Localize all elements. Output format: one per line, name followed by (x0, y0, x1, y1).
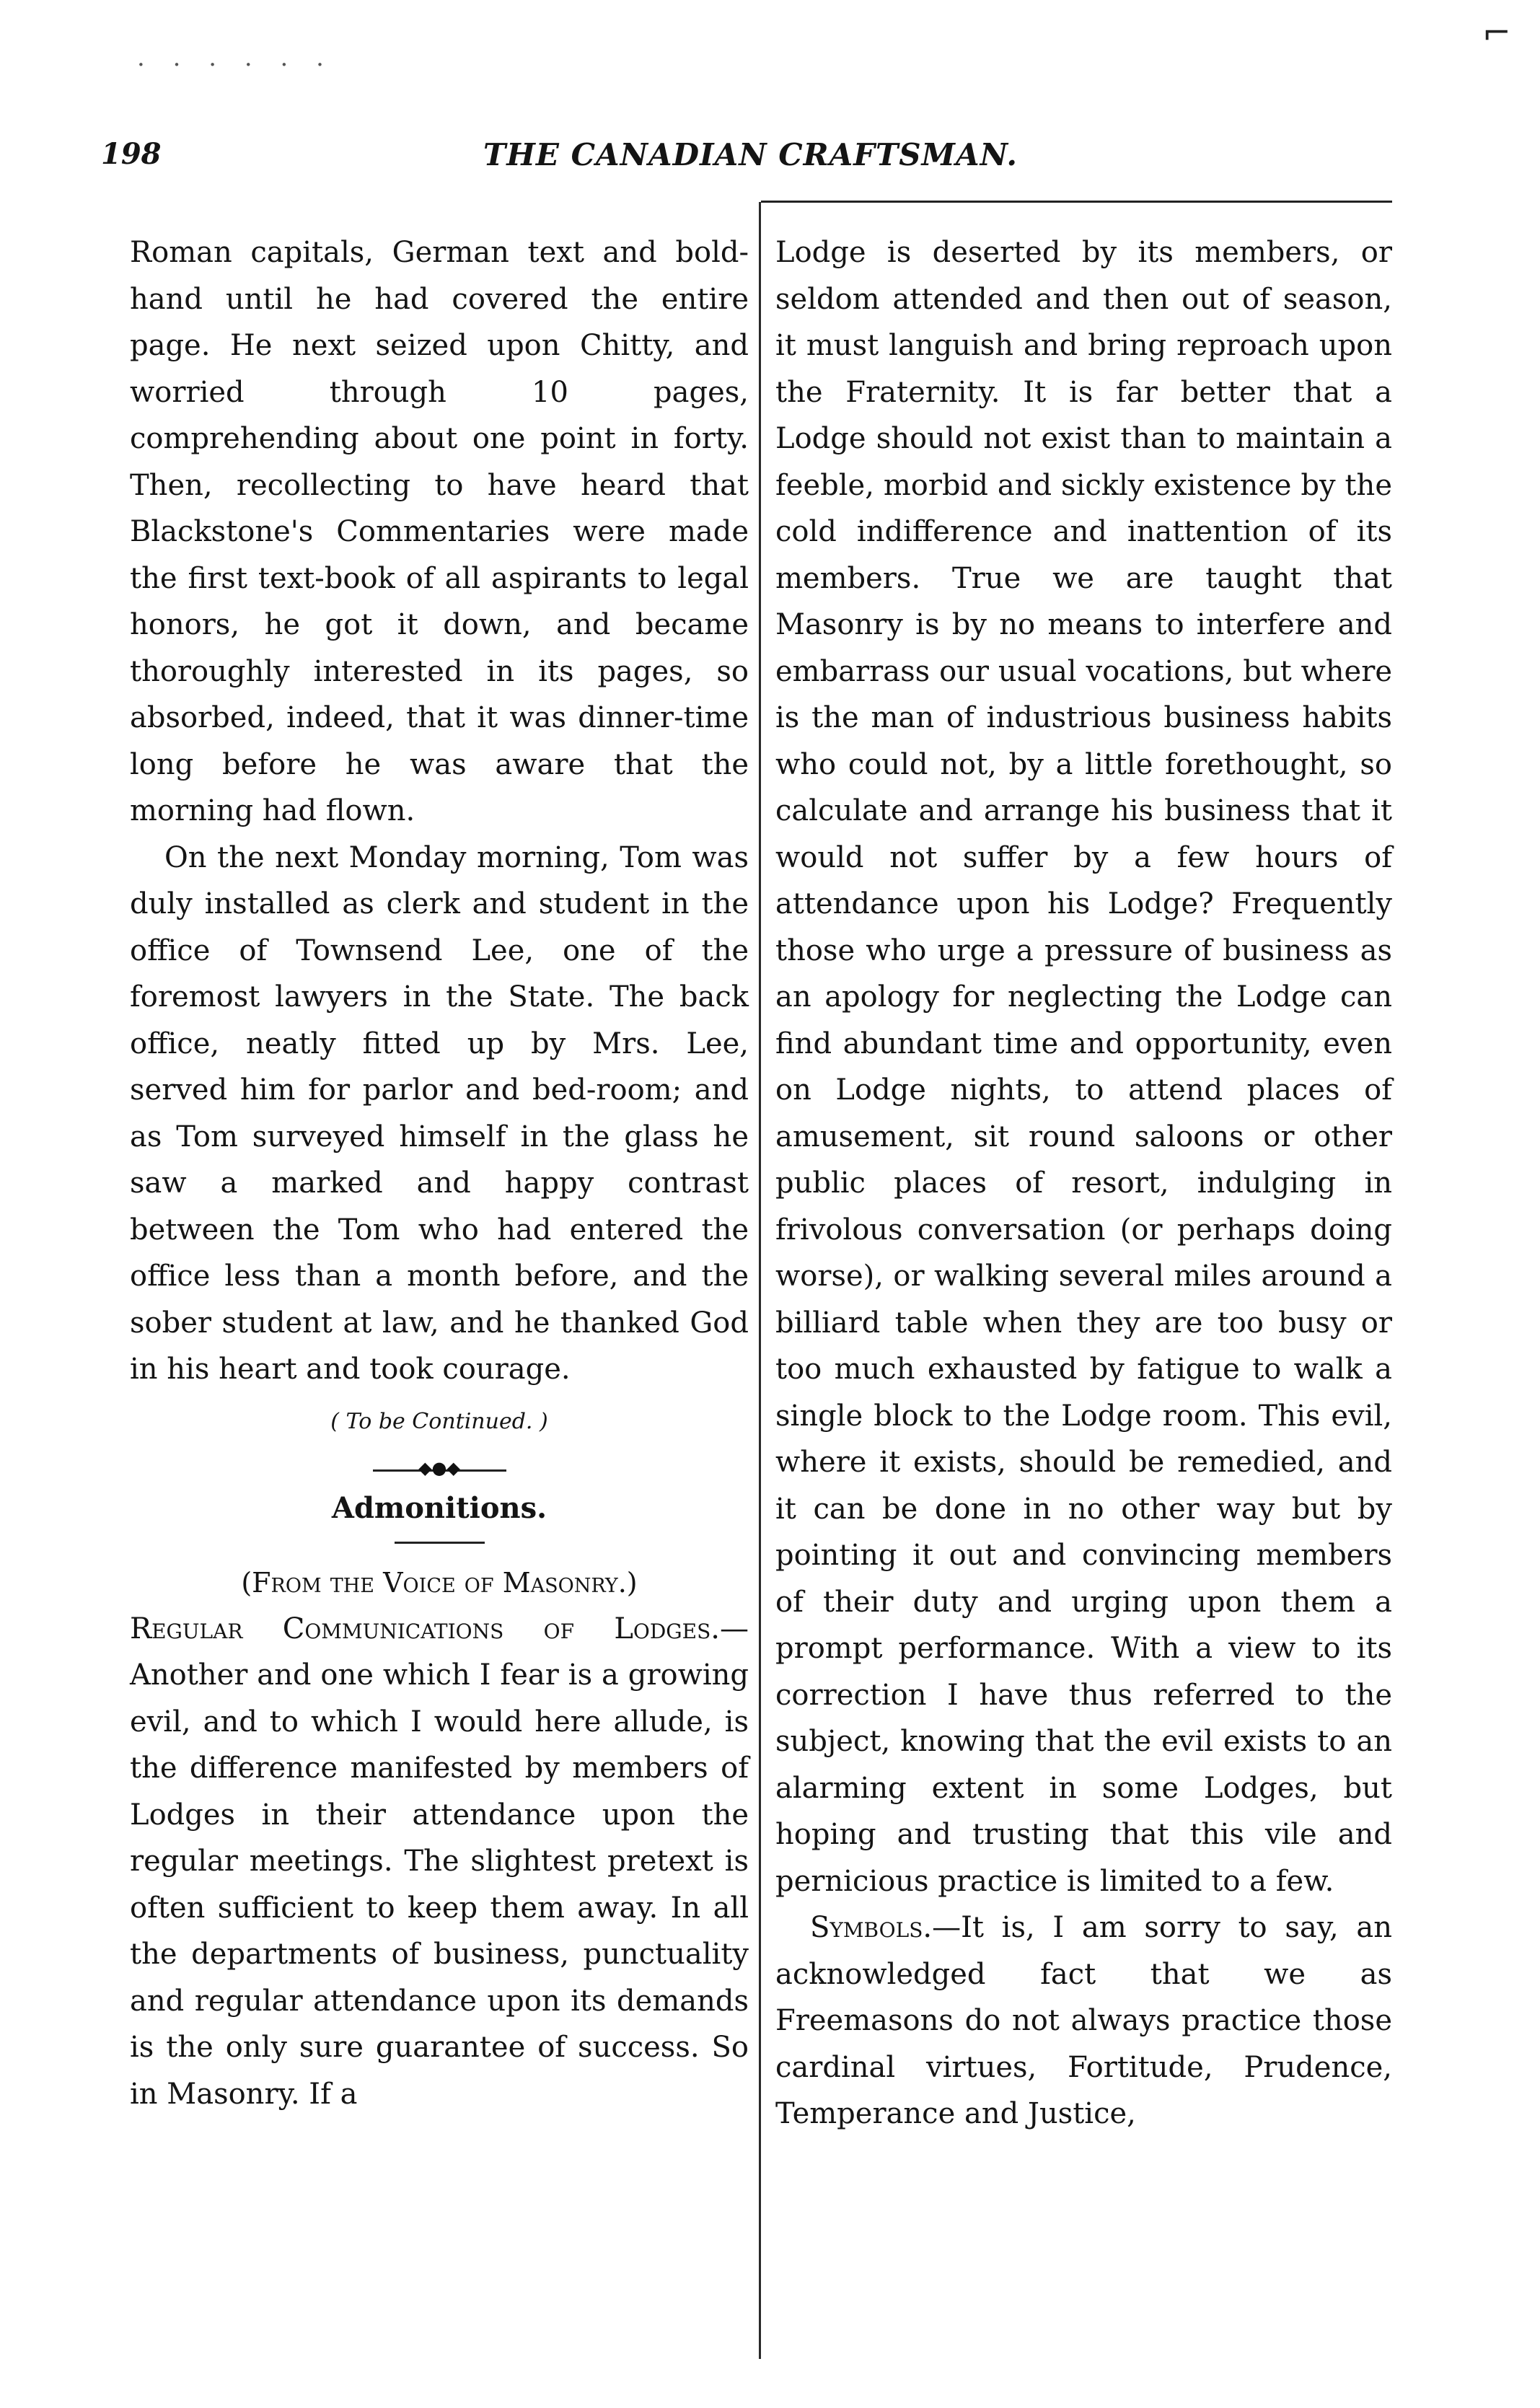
column-divider (759, 202, 761, 2359)
ornament-glyph: ◆●◆ (418, 1457, 460, 1478)
header-rule (761, 201, 1392, 203)
story-paragraph-2: On the next Monday morning, Tom was duly installed as clerk and student in the office of Townsend Lee, one of the foremost lawyers in the State. The back office, neatly fitted up by Mrs. Lee, served him for parlor and bed-room; and as Tom surveyed himself in the glass he saw a marked and happy contrast between the Tom who had entered the office less than a month before, and the sober student at law, and he thanked God in his heart and took courage. (130, 840, 749, 1386)
running-head (101, 137, 1392, 180)
running-title: THE CANADIAN CRAFTSMAN. (483, 137, 1018, 172)
paragraph-lead-in: Regular Communications of Lodges.— (130, 1612, 749, 1645)
page-number: 198 (101, 137, 162, 171)
admonition-paragraph-1 (130, 1606, 749, 2118)
section-title: Admonitions. (331, 1490, 547, 1525)
source-credit: (From the Voice of Masonry.) (241, 1566, 638, 1599)
paragraph-body: —It is, I am sorry to say, an acknowledged fact that we as Freemasons do not always practice those cardinal virtues, Fortitude, Prudence, Temperance and Justice, (775, 1911, 1392, 2130)
paragraph-body: Another and one which I fear is a growing evil, and to which I would here allude, is the difference manifested by members of Lodges in their attendance upon the regular meetings. The slightest pretext is often sufficient to keep them away. In all the departments of business, punctuality and regular attendance upon its demands is the only sure guarantee of success. So in Masonry. If a (130, 1658, 749, 2111)
title-rule (395, 1542, 485, 1544)
right-column (775, 229, 1392, 2137)
paragraph-lead-in: Symbols. (810, 1911, 933, 1944)
ornamental-divider (373, 1457, 506, 1478)
left-column (130, 229, 749, 2117)
admonition-paragraph-continued: Lodge is deserted by its members, or seldom attended and then out of season, it must languish and bring reproach upon the Fraternity. It is far better that a Lodge should not exist than to maintain a feeble, morbid and sickly existence by the cold indifference and inattention of its members. True we are taught that Masonry is by no means to interfere and embarrass our usual vocations, but where is the man of industrious business habits who could not, by a little forethought, so calculate and arrange his business that it would not suffer by a few hours of attendance upon his Lodge? Frequently those who urge a pressure of business as an apology for neglecting the Lodge can find abundant time and opportunity, even on Lodge nights, to attend places of amusement, sit round saloons or other public places of resort, indulging in frivolous conversation (or perhaps doing worse), or walking several miles around a billiard table when they are too busy or too much exhausted by fatigue to walk a single block to the Lodge room. This evil, where it exists, should be remedied, and it can be done in no other way but by pointing it out and convincing members of their duty and urging upon them a prompt performance. With a view to its correction I have thus referred to the subject, knowing that the evil exists to an alarming extent in some Lodges, but hoping and trusting that this vile and pernicious practice is limited to a few. (775, 236, 1392, 1898)
corner-mark: ⌐ (1482, 13, 1511, 53)
top-margin-specks: · · · · · · (137, 50, 334, 79)
story-paragraph-1: Roman capitals, German text and bold-hand until he had covered the entire page. He next seized upon Chitty, and worried through 10 pages, comprehending about one point in forty. Then, recollecting to have heard that Blackstone's Commentaries were made the first text-book of all aspirants to legal honors, he got it down, and became thoroughly interested in its pages, so absorbed, indeed, that it was dinner-time long before he was aware that the morning had flown. (130, 236, 749, 827)
symbols-paragraph (775, 1904, 1392, 2137)
to-be-continued-note: ( To be Continued. ) (330, 1408, 548, 1434)
